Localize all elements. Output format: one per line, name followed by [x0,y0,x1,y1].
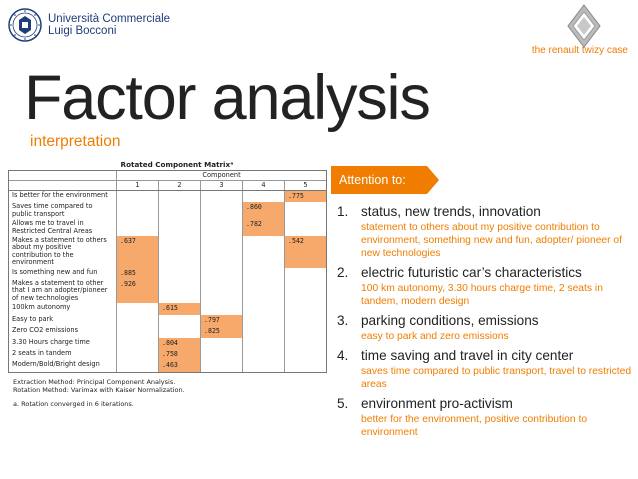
case-label: the renault twizy case [531,45,628,56]
loading-cell [159,315,201,326]
matrix-row-label: 2 seats in tandem [9,349,117,360]
loading-cell [159,268,201,279]
loading-cell [201,219,243,236]
loading-cell [117,360,159,372]
loading-cell [285,202,327,219]
loading-cell [285,360,327,372]
attention-label: Attention to: [339,173,406,187]
loading-cell [285,315,327,326]
point-description: better for the environment, positive contribution to environment [361,414,588,438]
matrix-row-label: Saves time compared to public transport [9,202,117,219]
matrix-row [9,202,327,219]
loading-cell [285,326,327,337]
loading-cell [117,315,159,326]
rotated-component-matrix [8,159,326,408]
point-description: statement to others about my positive contribution to environment, something new and fun, adopter/ pioneer of new technologies [361,222,623,259]
loading-cell [117,338,159,349]
loading-cell: .782 [243,219,285,236]
matrix-row [9,349,327,360]
loading-cell: .885 [117,268,159,279]
university-name-line2: Luigi Bocconi [48,25,117,37]
loading-cell [243,191,285,203]
loading-cell: .758 [159,349,201,360]
loading-cell [285,268,327,279]
component-header: Component [117,171,327,181]
matrix-row-label: Zero CO2 emissions [9,326,117,337]
loading-cell [243,349,285,360]
matrix-row [9,219,327,236]
loading-cell [243,279,285,303]
point-number: 5. [337,396,349,411]
point-heading: time saving and travel in city center [361,348,574,363]
loading-cell [201,349,243,360]
point-description: 100 km autonomy, 3.30 hours charge time, 2 seats in tandem, modern design [361,283,603,307]
matrix-row [9,268,327,279]
loading-cell [159,191,201,203]
matrix-row [9,191,327,203]
matrix-row [9,303,327,314]
matrix-row-label: 100km autonomy [9,303,117,314]
loading-cell [201,338,243,349]
loading-cell [117,191,159,203]
loading-cell [243,236,285,268]
loading-cell [201,360,243,372]
loading-cell: .804 [159,338,201,349]
loading-cell [159,219,201,236]
component-column-2: 2 [159,181,201,191]
attention-label-box [331,166,439,194]
attention-point [337,265,633,308]
attention-point [337,204,633,260]
renault-diamond-icon [566,4,602,48]
loading-cell [159,202,201,219]
loading-cell [285,279,327,303]
extraction-method: Extraction Method: Principal Component Analysis. [13,377,176,386]
loading-cell [159,236,201,268]
loading-cell [201,236,243,268]
matrix-row-label: Makes a statement to others about my positive contribution to the environment [9,236,117,268]
loading-cell [201,191,243,203]
matrix-row-label: 3.30 Hours charge time [9,338,117,349]
point-description: saves time compared to public transport, travel to restricted areas [361,366,632,390]
matrix-row [9,236,327,268]
loading-cell [285,219,327,236]
loading-cell [243,268,285,279]
matrix-row-label: Is better for the environment [9,191,117,203]
point-heading: electric futuristic car’s characteristics [361,265,582,280]
point-heading: parking conditions, emissions [361,313,539,328]
slide-title: Factor analysis [24,63,430,133]
matrix-title: Rotated Component Matrixᵃ [120,160,234,169]
university-name-line1: Università Commerciale [48,13,171,25]
point-number: 3. [337,313,349,328]
component-column-3: 3 [201,181,243,191]
loading-cell [117,349,159,360]
university-logo [8,8,170,42]
loading-cell [117,326,159,337]
loading-cell [117,202,159,219]
matrix-row [9,279,327,303]
matrix-row [9,326,327,337]
matrix-row-label: Modern/Bold/Bright design [9,360,117,372]
component-column-1: 1 [117,181,159,191]
matrix-row-label: Allows me to travel in Restricted Central Areas [9,219,117,236]
point-heading: environment pro-activism [361,396,513,411]
matrix-table [8,170,327,373]
loading-cell: .926 [117,279,159,303]
attention-point [337,313,633,343]
loading-cell [117,303,159,314]
loading-cell: .797 [201,315,243,326]
loading-cell [285,349,327,360]
point-heading: status, new trends, innovation [361,204,541,219]
loading-cell: .825 [201,326,243,337]
loading-cell [243,326,285,337]
point-number: 1. [337,204,349,219]
loading-cell: .615 [159,303,201,314]
loading-cell [201,202,243,219]
component-column-5: 5 [285,181,327,191]
loading-cell [117,219,159,236]
point-number: 4. [337,348,349,363]
loading-cell [201,268,243,279]
loading-cell: .775 [285,191,327,203]
matrix-row-label: Makes a statement to other that I am an adopter/pioneer of new technologies [9,279,117,303]
loading-cell: .463 [159,360,201,372]
university-seal-icon [8,8,42,42]
matrix-row [9,338,327,349]
point-description: easy to park and zero emissions [361,331,509,342]
matrix-footnote-methods [13,378,326,394]
loading-cell [243,315,285,326]
loading-cell [159,279,201,303]
attention-point [337,396,633,439]
matrix-row [9,360,327,372]
loading-cell [243,360,285,372]
attention-points-list [337,204,633,444]
matrix-row-label: Easy to park [9,315,117,326]
loading-cell [285,338,327,349]
rotation-method: Rotation Method: Varimax with Kaiser Normalization. [13,385,185,394]
attention-point [337,348,633,391]
loading-cell [243,338,285,349]
point-number: 2. [337,265,349,280]
matrix-corner-lower [9,181,117,191]
loading-cell [243,303,285,314]
component-column-4: 4 [243,181,285,191]
matrix-row [9,315,327,326]
loading-cell: .637 [117,236,159,268]
slide-subtitle: interpretation [30,133,121,150]
rotation-footnote: a. Rotation converged in 6 iterations. [13,399,134,408]
loading-cell [285,303,327,314]
loading-cell: .860 [243,202,285,219]
loading-cell [159,326,201,337]
loading-cell [201,279,243,303]
loading-cell: .542 [285,236,327,268]
matrix-row-label: Is something new and fun [9,268,117,279]
matrix-corner [9,171,117,181]
loading-cell [201,303,243,314]
